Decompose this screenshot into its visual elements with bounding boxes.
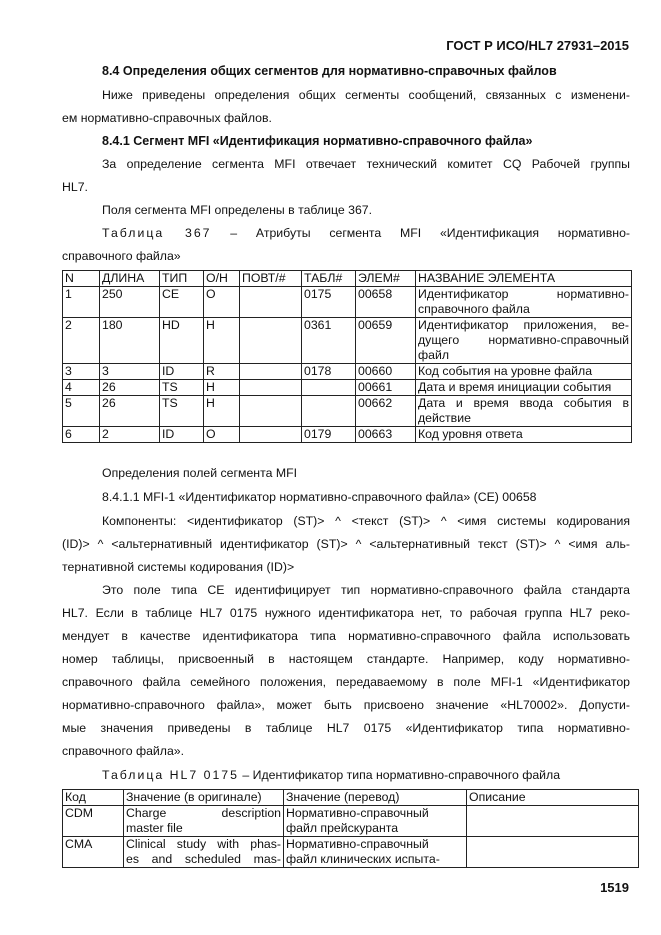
table-caption-text: – Атрибуты сегмента MFI «Идентификация нормативно- — [211, 226, 631, 240]
table-caption-label: Таблица HL7 0175 — [102, 768, 239, 782]
section-heading-8-4: 8.4 Определения общих сегментов для нормативно-справочных файлов — [102, 64, 557, 78]
paragraph-line: HL7. Если в таблице HL7 0175 нужного идентификатора нет, то рабочая группа HL7 реко- — [62, 606, 630, 620]
document-header: ГОСТ Р ИСО/HL7 27931–2015 — [446, 38, 629, 53]
cell-original-line: es and scheduled mas- — [126, 852, 281, 866]
cell-rep — [240, 396, 302, 427]
cell-name-line: Идентификатор приложения, ве- — [418, 318, 629, 332]
table-caption — [102, 226, 630, 240]
cell-rep — [240, 380, 302, 396]
cell-opt: Н — [204, 396, 240, 427]
cell-translation-line: файл клинических испыта- — [286, 852, 440, 866]
table-row — [63, 287, 632, 318]
cell-translation — [284, 806, 467, 837]
cell-code: CDM — [63, 806, 124, 837]
cell-opt: О — [204, 427, 240, 443]
cell-type: TS — [160, 380, 204, 396]
cell-length: 180 — [100, 318, 160, 364]
cell-translation-line: Нормативно-справочный — [286, 837, 429, 851]
cell-n: 5 — [63, 396, 100, 427]
paragraph-line: номер таблицы, присвоенный в настоящем стандарте. Например, коду нормативно- — [62, 652, 630, 666]
cell-type: HD — [160, 318, 204, 364]
paragraph-line — [62, 583, 630, 597]
cell-type: TS — [160, 396, 204, 427]
table-row — [63, 364, 632, 380]
cell-table — [302, 396, 356, 427]
col-header-code: Код — [63, 790, 124, 806]
cell-name-line: дущего нормативно-справочный — [418, 333, 629, 347]
field-sub-heading: 8.4.1.1 MFI-1 «Идентификатор нормативно-справочного файла» (CE) 00658 — [102, 490, 537, 504]
cell-name-line: Идентификатор нормативно- — [418, 287, 629, 301]
cell-element: 00661 — [356, 380, 416, 396]
table-row — [63, 806, 639, 837]
table-row — [63, 318, 632, 364]
cell-name-line: Дата и время ввода события в — [418, 396, 629, 410]
paragraph-line: нормативно-справочного файла», может быть присвоено значение «HL70002». Допусти- — [62, 698, 630, 712]
paragraph-text: Ниже приведены определения общих сегменты сообщений, связанных с изменени- — [102, 88, 630, 102]
section-heading-8-4-1: 8.4.1 Сегмент MFI «Идентификация нормативно-справочного файла» — [102, 134, 533, 148]
cell-rep — [240, 318, 302, 364]
cell-name-line: действие — [418, 411, 471, 425]
table-caption-label: Таблица 367 — [102, 226, 212, 240]
paragraph-text: Компоненты: <идентификатор (ST)> ^ <текст (ST)> ^ <имя системы кодирования — [102, 514, 630, 528]
col-header-type: ТИП — [160, 271, 204, 287]
table-header-row — [63, 271, 632, 287]
col-header-description: Описание — [467, 790, 639, 806]
paragraph-line — [62, 514, 630, 528]
cell-translation-line: Нормативно-справочный — [286, 806, 429, 820]
page-number: 1519 — [600, 880, 629, 895]
paragraph-line: мендует в качестве идентификатора типа нормативно-справочного файла использовать — [62, 629, 630, 643]
cell-opt: R — [204, 364, 240, 380]
table-row — [63, 396, 632, 427]
cell-table: 0178 — [302, 364, 356, 380]
cell-translation — [284, 837, 467, 868]
cell-name: Код события на уровне файла — [416, 364, 632, 380]
col-header-element: ЭЛЕМ# — [356, 271, 416, 287]
cell-table: 0361 — [302, 318, 356, 364]
col-header-name: НАЗВАНИЕ ЭЛЕМЕНТА — [416, 271, 632, 287]
paragraph-line: ем нормативно-справочных файлов. — [62, 111, 272, 125]
col-header-rep: ПОВТ/# — [240, 271, 302, 287]
cell-n: 4 — [63, 380, 100, 396]
cell-type: ID — [160, 427, 204, 443]
cell-element: 00659 — [356, 318, 416, 364]
cell-name — [416, 396, 632, 427]
cell-table — [302, 380, 356, 396]
col-header-length: ДЛИНА — [100, 271, 160, 287]
cell-translation-line: файл прейскуранта — [286, 821, 399, 835]
paragraph-line: Поля сегмента MFI определены в таблице 367. — [102, 203, 373, 217]
table-caption — [102, 768, 661, 782]
cell-table: 0179 — [302, 427, 356, 443]
paragraph-text: Это поле типа CE идентифицирует тип нормативно-справочного файла стандарта — [102, 583, 630, 597]
cell-code: CMA — [63, 837, 124, 868]
cell-opt: Н — [204, 318, 240, 364]
table-caption-continuation: справочного файла» — [62, 249, 181, 263]
cell-rep — [240, 427, 302, 443]
cell-description — [467, 806, 639, 837]
cell-original — [124, 806, 284, 837]
cell-rep — [240, 364, 302, 380]
cell-original-line: Charge description — [126, 806, 281, 820]
paragraph-line: HL7. — [62, 180, 88, 194]
table-row — [63, 380, 632, 396]
cell-n: 1 — [63, 287, 100, 318]
cell-name-line: файл — [418, 348, 450, 362]
cell-length: 250 — [100, 287, 160, 318]
cell-rep — [240, 287, 302, 318]
col-header-n: N — [63, 271, 100, 287]
cell-name-line: справочного файла — [418, 302, 530, 316]
paragraph-text: За определение сегмента MFI отвечает технический комитет CQ Рабочей группы — [102, 157, 630, 171]
paragraph-line: тернативной системы кодирования (ID)> — [62, 560, 295, 574]
cell-length: 3 — [100, 364, 160, 380]
cell-element: 00662 — [356, 396, 416, 427]
cell-element: 00658 — [356, 287, 416, 318]
cell-name: Дата и время инициации события — [416, 380, 632, 396]
fields-title: Определения полей сегмента MFI — [102, 466, 297, 480]
col-header-translation: Значение (перевод) — [284, 790, 467, 806]
cell-n: 6 — [63, 427, 100, 443]
cell-n: 3 — [63, 364, 100, 380]
cell-type: CE — [160, 287, 204, 318]
cell-opt: Н — [204, 380, 240, 396]
cell-type: ID — [160, 364, 204, 380]
cell-element: 00660 — [356, 364, 416, 380]
cell-element: 00663 — [356, 427, 416, 443]
col-header-opt: О/Н — [204, 271, 240, 287]
paragraph-line: справочного файла». — [62, 744, 185, 758]
table-caption-text: – Идентификатор типа нормативно-справочного файла — [238, 768, 561, 782]
table-367 — [62, 270, 632, 443]
cell-length: 2 — [100, 427, 160, 443]
cell-name: Код уровня ответа — [416, 427, 632, 443]
table-hl7-0175 — [62, 789, 639, 868]
cell-original-line: Clinical study with phas- — [126, 837, 281, 851]
cell-n: 2 — [63, 318, 100, 364]
table-row — [63, 427, 632, 443]
paragraph-line: (ID)> ^ <альтернативный идентификатор (ST)> ^ <альтернативный текст (ST)> ^ <имя аль- — [62, 537, 630, 551]
cell-name — [416, 318, 632, 364]
cell-length: 26 — [100, 396, 160, 427]
paragraph-line: справочного файла семейного положения, передаваемому в поле MFI-1 «Идентификатор — [62, 675, 630, 689]
cell-description — [467, 837, 639, 868]
cell-length: 26 — [100, 380, 160, 396]
cell-name — [416, 287, 632, 318]
paragraph-line — [62, 157, 630, 171]
paragraph-line: мые значения приведены в таблице HL7 0175 «Идентификатор типа нормативно- — [62, 721, 630, 735]
col-header-table: ТАБЛ# — [302, 271, 356, 287]
cell-original — [124, 837, 284, 868]
cell-opt: О — [204, 287, 240, 318]
table-row — [63, 837, 639, 868]
cell-table: 0175 — [302, 287, 356, 318]
paragraph-line — [62, 88, 630, 102]
cell-original-line: master file — [126, 821, 183, 835]
table-header-row — [63, 790, 639, 806]
col-header-original: Значение (в оригинале) — [124, 790, 284, 806]
